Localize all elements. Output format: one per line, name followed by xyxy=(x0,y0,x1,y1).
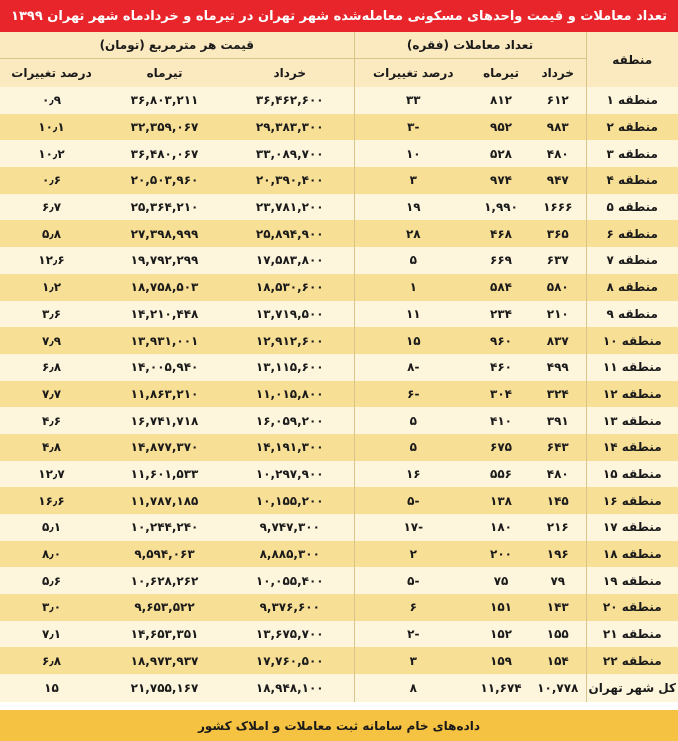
table-row xyxy=(0,274,678,301)
count-khordad-cell: ۹۴۷ xyxy=(530,167,586,194)
price-tir-cell: ۹,۵۹۴,۰۶۳ xyxy=(103,541,226,568)
price-change-cell: ۵٫۱ xyxy=(0,514,103,541)
price-khordad-cell: ۹,۳۷۶,۶۰۰ xyxy=(226,594,354,621)
price-tir-cell: ۱۹,۷۹۲,۲۹۹ xyxy=(103,247,226,274)
count-tir-cell: ۱۳۸ xyxy=(472,487,530,514)
count-change-cell: ۳ xyxy=(354,167,472,194)
table-row xyxy=(0,407,678,434)
count-change-cell: ۱ xyxy=(354,274,472,301)
count-change-cell: -۵ xyxy=(354,487,472,514)
price-khordad-cell: ۱۷,۵۸۳,۸۰۰ xyxy=(226,247,354,274)
count-change-cell: ۸ xyxy=(354,674,472,702)
count-tir-cell: ۹۷۴ xyxy=(472,167,530,194)
region-cell: منطقه ۱۷ xyxy=(586,514,678,541)
table-title: تعداد معاملات و قیمت واحدهای مسکونی معامله‌شده شهر تهران در تیرماه و خردادماه شهر تهران ۱۳۹۹ xyxy=(0,0,678,32)
count-change-cell: -۸ xyxy=(354,354,472,381)
count-khordad-cell: ۱۰,۷۷۸ xyxy=(530,674,586,702)
price-tir-cell: ۱۴,۲۱۰,۴۴۸ xyxy=(103,301,226,328)
price-tir-cell: ۱۱,۸۶۳,۲۱۰ xyxy=(103,381,226,408)
table-row xyxy=(0,354,678,381)
region-cell: منطقه ۶ xyxy=(586,220,678,247)
region-cell: منطقه ۲ xyxy=(586,114,678,141)
count-tir-cell: ۴۶۰ xyxy=(472,354,530,381)
region-cell: منطقه ۹ xyxy=(586,301,678,328)
count-change-cell: ۳ xyxy=(354,647,472,674)
count-khordad-cell: ۹۸۳ xyxy=(530,114,586,141)
count-tir-cell: ۵۸۴ xyxy=(472,274,530,301)
price-change-cell: ۱۵ xyxy=(0,674,103,702)
price-tir-cell: ۳۶,۴۸۰,۰۶۷ xyxy=(103,140,226,167)
table-row xyxy=(0,594,678,621)
count-tir-cell: ۷۵ xyxy=(472,567,530,594)
count-khordad-cell: ۷۹ xyxy=(530,567,586,594)
count-change-cell: -۳ xyxy=(354,114,472,141)
table-row xyxy=(0,301,678,328)
header-count-change: درصد تغییرات xyxy=(354,59,472,88)
count-khordad-cell: ۲۱۶ xyxy=(530,514,586,541)
price-change-cell: ۱۰٫۲ xyxy=(0,140,103,167)
count-khordad-cell: ۴۹۹ xyxy=(530,354,586,381)
count-change-cell: ۲۸ xyxy=(354,220,472,247)
count-change-cell: ۶ xyxy=(354,594,472,621)
price-khordad-cell: ۸,۸۸۵,۳۰۰ xyxy=(226,541,354,568)
count-change-cell: ۵ xyxy=(354,247,472,274)
header-count-tir: تیرماه xyxy=(472,59,530,88)
table-row xyxy=(0,674,678,702)
count-tir-cell: ۱۵۹ xyxy=(472,647,530,674)
region-cell: کل شهر تهران xyxy=(586,674,678,702)
count-khordad-cell: ۱۵۵ xyxy=(530,621,586,648)
price-change-cell: ۷٫۹ xyxy=(0,327,103,354)
count-tir-cell: ۱۵۲ xyxy=(472,621,530,648)
count-tir-cell: ۱,۹۹۰ xyxy=(472,194,530,221)
count-change-cell: ۵ xyxy=(354,407,472,434)
price-change-cell: ۷٫۱ xyxy=(0,621,103,648)
count-tir-cell: ۴۱۰ xyxy=(472,407,530,434)
table-row xyxy=(0,167,678,194)
count-tir-cell: ۱۸۰ xyxy=(472,514,530,541)
count-change-cell: ۱۹ xyxy=(354,194,472,221)
region-cell: منطقه ۳ xyxy=(586,140,678,167)
price-change-cell: ۶٫۷ xyxy=(0,194,103,221)
table-row xyxy=(0,487,678,514)
price-khordad-cell: ۲۹,۳۸۳,۳۰۰ xyxy=(226,114,354,141)
count-change-cell: ۱۶ xyxy=(354,461,472,488)
header-price-khordad: خرداد xyxy=(226,59,354,88)
count-change-cell: ۱۱ xyxy=(354,301,472,328)
price-khordad-cell: ۹,۷۴۷,۳۰۰ xyxy=(226,514,354,541)
source-note: داده‌های خام سامانه ثبت معاملات و املاک کشور xyxy=(0,710,678,741)
price-tir-cell: ۳۶,۸۰۳,۲۱۱ xyxy=(103,87,226,114)
region-cell: منطقه ۱ xyxy=(586,87,678,114)
table-row xyxy=(0,514,678,541)
price-khordad-cell: ۱۳,۷۱۹,۵۰۰ xyxy=(226,301,354,328)
region-cell: منطقه ۱۵ xyxy=(586,461,678,488)
count-khordad-cell: ۱۴۳ xyxy=(530,594,586,621)
count-tir-cell: ۶۶۹ xyxy=(472,247,530,274)
price-tir-cell: ۱۴,۰۰۵,۹۴۰ xyxy=(103,354,226,381)
region-cell: منطقه ۱۳ xyxy=(586,407,678,434)
region-cell: منطقه ۱۱ xyxy=(586,354,678,381)
region-cell: منطقه ۱۴ xyxy=(586,434,678,461)
price-tir-cell: ۱۱,۷۸۷,۱۸۵ xyxy=(103,487,226,514)
price-change-cell: ۷٫۷ xyxy=(0,381,103,408)
region-cell: منطقه ۸ xyxy=(586,274,678,301)
count-tir-cell: ۲۳۴ xyxy=(472,301,530,328)
price-change-cell: ۳٫۰ xyxy=(0,594,103,621)
price-tir-cell: ۱۱,۶۰۱,۵۳۳ xyxy=(103,461,226,488)
count-change-cell: -۲ xyxy=(354,621,472,648)
price-change-cell: ۰٫۹ xyxy=(0,87,103,114)
table-row xyxy=(0,87,678,114)
header-price-change: درصد تغییرات xyxy=(0,59,103,88)
table-row xyxy=(0,434,678,461)
price-khordad-cell: ۱۳,۱۱۵,۶۰۰ xyxy=(226,354,354,381)
count-khordad-cell: ۸۳۷ xyxy=(530,327,586,354)
count-tir-cell: ۵۲۸ xyxy=(472,140,530,167)
count-tir-cell: ۸۱۲ xyxy=(472,87,530,114)
count-khordad-cell: ۳۲۴ xyxy=(530,381,586,408)
price-tir-cell: ۱۳,۹۳۱,۰۰۱ xyxy=(103,327,226,354)
count-tir-cell: ۹۶۰ xyxy=(472,327,530,354)
price-change-cell: ۱۲٫۷ xyxy=(0,461,103,488)
region-cell: منطقه ۱۹ xyxy=(586,567,678,594)
region-cell: منطقه ۱۶ xyxy=(586,487,678,514)
price-khordad-cell: ۱۳,۶۷۵,۷۰۰ xyxy=(226,621,354,648)
count-khordad-cell: ۳۶۵ xyxy=(530,220,586,247)
price-tir-cell: ۲۷,۳۹۸,۹۹۹ xyxy=(103,220,226,247)
header-price-tir: تیرماه xyxy=(103,59,226,88)
price-tir-cell: ۲۵,۳۶۴,۲۱۰ xyxy=(103,194,226,221)
price-change-cell: ۰٫۶ xyxy=(0,167,103,194)
table-row xyxy=(0,381,678,408)
count-khordad-cell: ۳۹۱ xyxy=(530,407,586,434)
count-khordad-cell: ۴۸۰ xyxy=(530,461,586,488)
header-group-count: تعداد معاملات (فقره) xyxy=(354,32,586,59)
price-tir-cell: ۱۰,۶۲۸,۲۶۲ xyxy=(103,567,226,594)
table-row xyxy=(0,327,678,354)
price-khordad-cell: ۲۰,۳۹۰,۴۰۰ xyxy=(226,167,354,194)
region-cell: منطقه ۲۰ xyxy=(586,594,678,621)
count-khordad-cell: ۴۸۰ xyxy=(530,140,586,167)
price-tir-cell: ۲۱,۷۵۵,۱۶۷ xyxy=(103,674,226,702)
count-khordad-cell: ۲۱۰ xyxy=(530,301,586,328)
price-khordad-cell: ۲۵,۸۹۴,۹۰۰ xyxy=(226,220,354,247)
count-tir-cell: ۹۵۲ xyxy=(472,114,530,141)
header-count-khordad: خرداد xyxy=(530,59,586,88)
count-change-cell: -۱۷ xyxy=(354,514,472,541)
price-khordad-cell: ۱۸,۹۴۸,۱۰۰ xyxy=(226,674,354,702)
price-change-cell: ۵٫۶ xyxy=(0,567,103,594)
table-row xyxy=(0,220,678,247)
table-row xyxy=(0,247,678,274)
price-tir-cell: ۱۸,۷۵۸,۵۰۳ xyxy=(103,274,226,301)
region-cell: منطقه ۵ xyxy=(586,194,678,221)
count-change-cell: ۲ xyxy=(354,541,472,568)
price-khordad-cell: ۱۰,۱۵۵,۲۰۰ xyxy=(226,487,354,514)
count-change-cell: ۵ xyxy=(354,434,472,461)
count-khordad-cell: ۱۶۶۶ xyxy=(530,194,586,221)
price-tir-cell: ۹,۶۵۳,۵۲۲ xyxy=(103,594,226,621)
count-khordad-cell: ۶۱۲ xyxy=(530,87,586,114)
table-row xyxy=(0,647,678,674)
price-khordad-cell: ۱۷,۷۶۰,۵۰۰ xyxy=(226,647,354,674)
region-cell: منطقه ۱۸ xyxy=(586,541,678,568)
region-cell: منطقه ۱۲ xyxy=(586,381,678,408)
count-change-cell: ۱۵ xyxy=(354,327,472,354)
price-change-cell: ۱۲٫۶ xyxy=(0,247,103,274)
price-khordad-cell: ۳۶,۴۶۲,۶۰۰ xyxy=(226,87,354,114)
count-tir-cell: ۳۰۴ xyxy=(472,381,530,408)
price-khordad-cell: ۲۳,۷۸۱,۲۰۰ xyxy=(226,194,354,221)
price-khordad-cell: ۱۸,۵۳۰,۶۰۰ xyxy=(226,274,354,301)
count-tir-cell: ۴۶۸ xyxy=(472,220,530,247)
header-region: منطقه xyxy=(586,32,678,87)
region-cell: منطقه ۷ xyxy=(586,247,678,274)
price-tir-cell: ۱۴,۸۷۷,۳۷۰ xyxy=(103,434,226,461)
count-khordad-cell: ۵۸۰ xyxy=(530,274,586,301)
count-change-cell: -۵ xyxy=(354,567,472,594)
price-khordad-cell: ۱۲,۹۱۲,۶۰۰ xyxy=(226,327,354,354)
count-khordad-cell: ۶۳۷ xyxy=(530,247,586,274)
count-change-cell: -۶ xyxy=(354,381,472,408)
count-tir-cell: ۱۱,۶۷۴ xyxy=(472,674,530,702)
count-khordad-cell: ۱۴۵ xyxy=(530,487,586,514)
region-cell: منطقه ۱۰ xyxy=(586,327,678,354)
table-row xyxy=(0,567,678,594)
transactions-table xyxy=(0,32,678,702)
price-change-cell: ۳٫۶ xyxy=(0,301,103,328)
table-row xyxy=(0,541,678,568)
region-cell: منطقه ۲۱ xyxy=(586,621,678,648)
count-khordad-cell: ۱۹۶ xyxy=(530,541,586,568)
price-tir-cell: ۱۸,۹۷۳,۹۳۷ xyxy=(103,647,226,674)
count-tir-cell: ۶۷۵ xyxy=(472,434,530,461)
table-row xyxy=(0,114,678,141)
price-khordad-cell: ۱۱,۰۱۵,۸۰۰ xyxy=(226,381,354,408)
count-tir-cell: ۲۰۰ xyxy=(472,541,530,568)
region-cell: منطقه ۲۲ xyxy=(586,647,678,674)
price-change-cell: ۴٫۶ xyxy=(0,407,103,434)
price-tir-cell: ۲۰,۵۰۳,۹۶۰ xyxy=(103,167,226,194)
price-khordad-cell: ۱۴,۱۹۱,۳۰۰ xyxy=(226,434,354,461)
count-change-cell: ۱۰ xyxy=(354,140,472,167)
price-change-cell: ۱٫۲ xyxy=(0,274,103,301)
price-change-cell: ۶٫۸ xyxy=(0,354,103,381)
price-change-cell: ۴٫۸ xyxy=(0,434,103,461)
price-tir-cell: ۱۴,۶۵۳,۳۵۱ xyxy=(103,621,226,648)
price-tir-cell: ۱۶,۷۴۱,۷۱۸ xyxy=(103,407,226,434)
price-change-cell: ۵٫۸ xyxy=(0,220,103,247)
table-row xyxy=(0,461,678,488)
count-tir-cell: ۵۵۶ xyxy=(472,461,530,488)
price-khordad-cell: ۱۰,۲۹۷,۹۰۰ xyxy=(226,461,354,488)
count-khordad-cell: ۱۵۴ xyxy=(530,647,586,674)
price-change-cell: ۱۰٫۱ xyxy=(0,114,103,141)
table-row xyxy=(0,621,678,648)
count-tir-cell: ۱۵۱ xyxy=(472,594,530,621)
table-row xyxy=(0,140,678,167)
price-change-cell: ۶٫۸ xyxy=(0,647,103,674)
price-change-cell: ۸٫۰ xyxy=(0,541,103,568)
price-khordad-cell: ۳۳,۰۸۹,۷۰۰ xyxy=(226,140,354,167)
count-change-cell: ۳۳ xyxy=(354,87,472,114)
price-khordad-cell: ۱۶,۰۵۹,۲۰۰ xyxy=(226,407,354,434)
region-cell: منطقه ۴ xyxy=(586,167,678,194)
count-khordad-cell: ۶۴۳ xyxy=(530,434,586,461)
price-tir-cell: ۱۰,۲۴۴,۲۴۰ xyxy=(103,514,226,541)
price-khordad-cell: ۱۰,۰۵۵,۴۰۰ xyxy=(226,567,354,594)
table-row xyxy=(0,194,678,221)
header-group-price: قیمت هر مترمربع (تومان) xyxy=(0,32,354,59)
price-change-cell: ۱۶٫۶ xyxy=(0,487,103,514)
price-tir-cell: ۳۲,۳۵۹,۰۶۷ xyxy=(103,114,226,141)
